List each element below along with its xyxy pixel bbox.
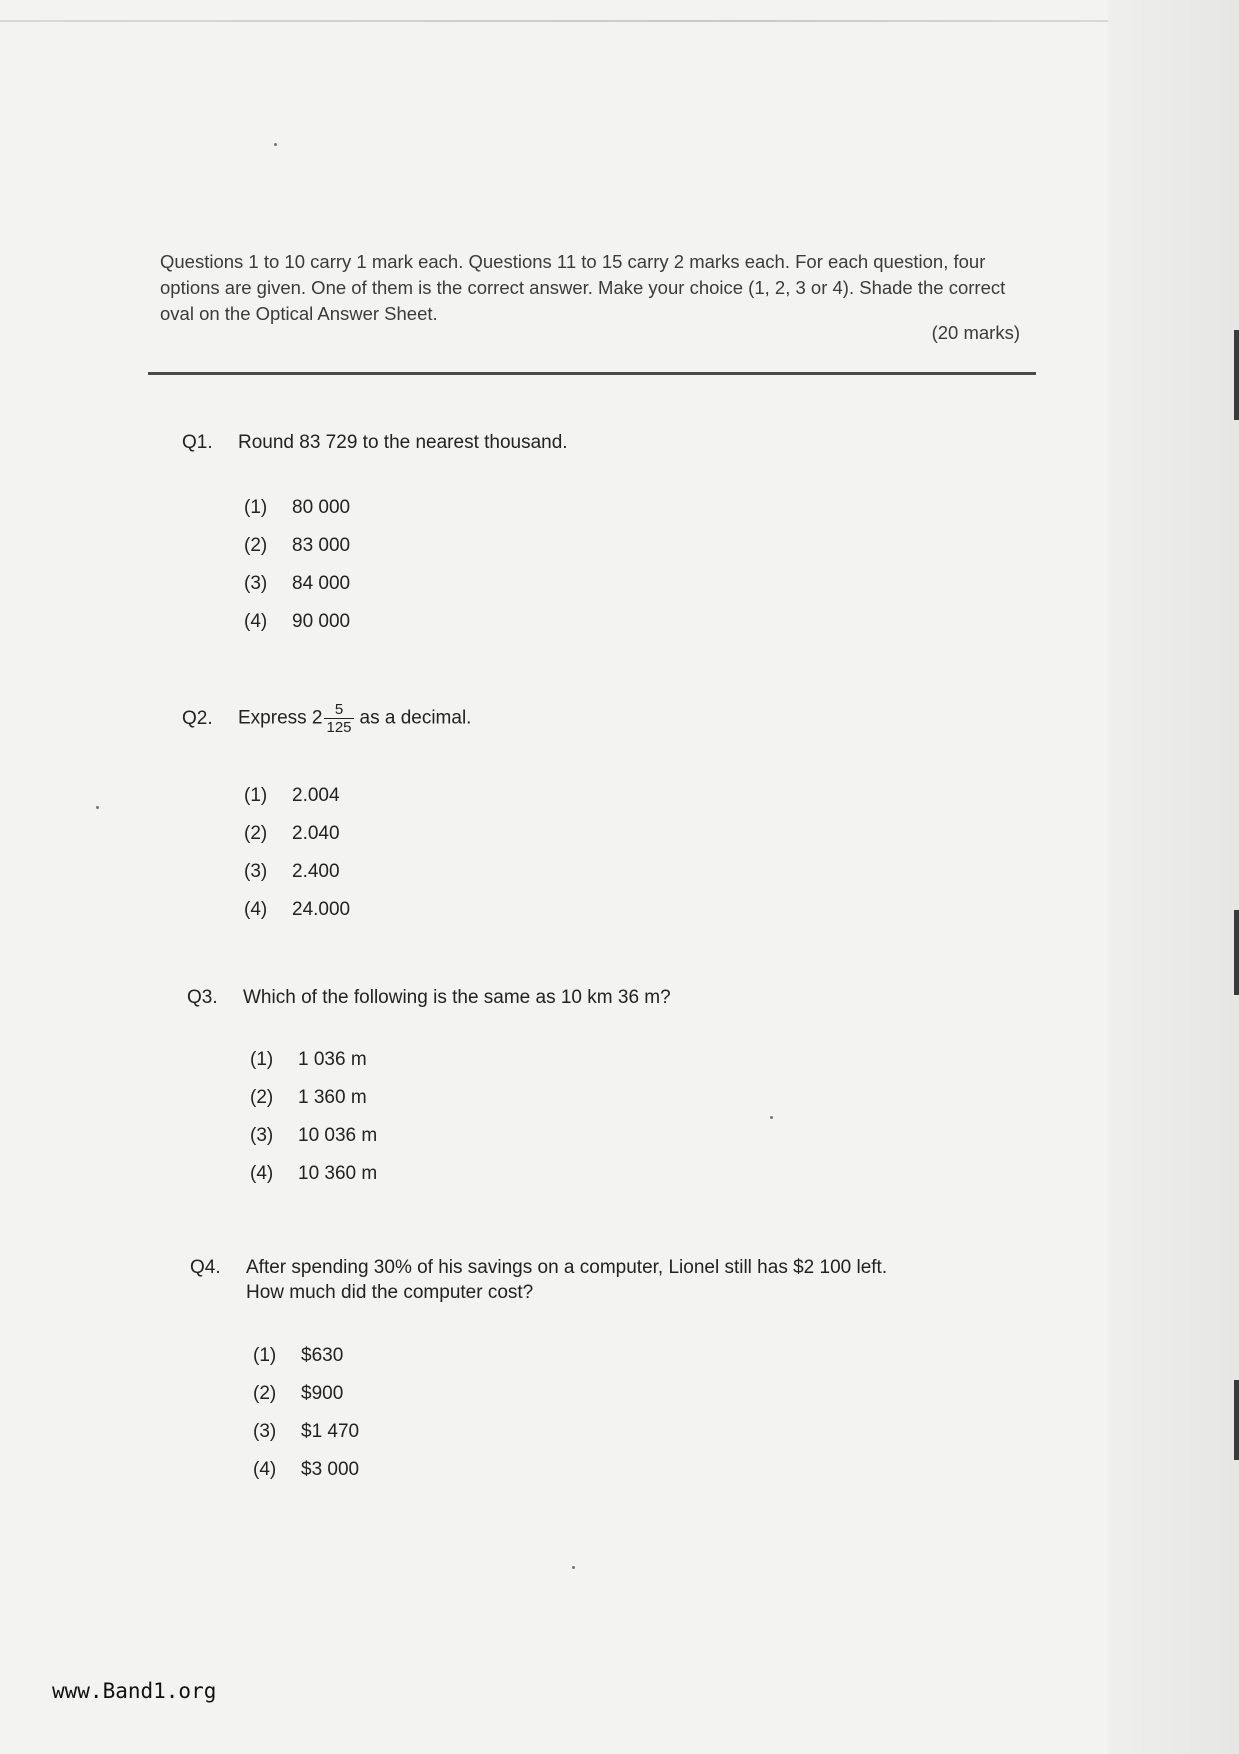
question-number: Q4.: [190, 1257, 221, 1278]
scan-speck: [274, 143, 277, 146]
option-4: [250, 1163, 377, 1185]
question-text-line: How much did the computer cost?: [246, 1282, 534, 1303]
option-number: (3): [244, 573, 268, 594]
option-number: (1): [244, 497, 268, 518]
option-1: [250, 1049, 367, 1071]
option-text: 2.400: [292, 861, 340, 882]
option-1: [244, 785, 340, 807]
option-3: [253, 1421, 359, 1443]
option-2: [244, 535, 350, 557]
total-marks: (20 marks): [931, 322, 1020, 343]
option-text: $1 470: [301, 1421, 360, 1442]
option-3: [250, 1125, 377, 1147]
footer-watermark: www.Band1.org: [52, 1679, 217, 1703]
question-text-line: After spending 30% of his savings on a computer, Lionel still has $2 100 left.: [246, 1257, 888, 1278]
option-number: (3): [244, 861, 268, 882]
scan-speck: [96, 806, 99, 809]
option-text: 2.004: [292, 785, 340, 806]
option-number: (4): [253, 1459, 277, 1480]
question-number: Q2.: [182, 707, 213, 729]
fraction-denominator: 125: [326, 719, 352, 736]
option-number: (2): [253, 1383, 277, 1404]
option-2: [250, 1087, 367, 1109]
scan-speck: [770, 1116, 773, 1119]
option-number: (2): [244, 535, 268, 556]
scan-edge-mark: [1234, 910, 1239, 995]
option-2: [244, 823, 340, 845]
scan-edge-mark: [1234, 1380, 1239, 1460]
option-text: 90 000: [292, 611, 351, 632]
fraction-numerator: 5: [324, 701, 353, 719]
option-3: [244, 861, 340, 883]
question-number: Q3.: [187, 987, 218, 1008]
option-text: 2.040: [292, 823, 340, 844]
option-text: 10 036 m: [298, 1125, 378, 1146]
option-number: (1): [253, 1345, 277, 1366]
option-text: $3 000: [301, 1459, 360, 1480]
option-number: (4): [250, 1163, 274, 1184]
question-2: [182, 701, 471, 736]
option-text: 83 000: [292, 535, 351, 556]
question-number: Q1.: [182, 432, 213, 453]
option-number: (1): [250, 1049, 274, 1070]
option-text: 84 000: [292, 573, 351, 594]
scan-top-edge: [0, 20, 1215, 22]
question-text: Round 83 729 to the nearest thousand.: [238, 432, 568, 453]
option-text: 10 360 m: [298, 1163, 378, 1184]
option-text: $900: [301, 1383, 344, 1404]
option-number: (4): [244, 611, 268, 632]
option-3: [244, 573, 350, 595]
option-2: [253, 1383, 343, 1405]
option-4: [244, 611, 350, 633]
question-text: Which of the following is the same as 10 km 36 m?: [243, 987, 671, 1008]
option-number: (2): [250, 1087, 274, 1108]
question-text: [238, 701, 471, 736]
section-divider: [148, 372, 1036, 375]
instructions-block: [160, 249, 1022, 327]
option-number: (1): [244, 785, 268, 806]
option-1: [244, 497, 350, 519]
mixed-fraction: [324, 701, 353, 736]
question-text-suffix: as a decimal.: [359, 707, 472, 729]
option-text: $630: [301, 1345, 344, 1366]
question-text: [246, 1255, 887, 1305]
scan-speck: [572, 1566, 575, 1569]
option-text: 1 036 m: [298, 1049, 367, 1070]
option-number: (3): [253, 1421, 277, 1442]
option-number: (4): [244, 899, 268, 920]
option-number: (3): [250, 1125, 274, 1146]
option-text: 1 360 m: [298, 1087, 367, 1108]
instructions-text: Questions 1 to 10 carry 1 mark each. Questions 11 to 15 carry 2 marks each. For each question, four options are given. One of them is the correct answer. Make your choice (1, 2, 3 or 4). Shade the correct oval on the Optical Answer Sheet.: [160, 251, 1006, 324]
question-1: [182, 432, 568, 454]
scan-edge-mark: [1234, 330, 1239, 420]
option-text: 80 000: [292, 497, 351, 518]
scan-right-margin: [1108, 0, 1239, 1754]
option-4: [244, 899, 350, 921]
question-text-prefix: Express 2: [238, 707, 323, 729]
option-1: [253, 1345, 343, 1367]
option-number: (2): [244, 823, 268, 844]
question-3: [187, 987, 671, 1009]
option-4: [253, 1459, 359, 1481]
option-text: 24.000: [292, 899, 351, 920]
question-4: [190, 1255, 887, 1305]
